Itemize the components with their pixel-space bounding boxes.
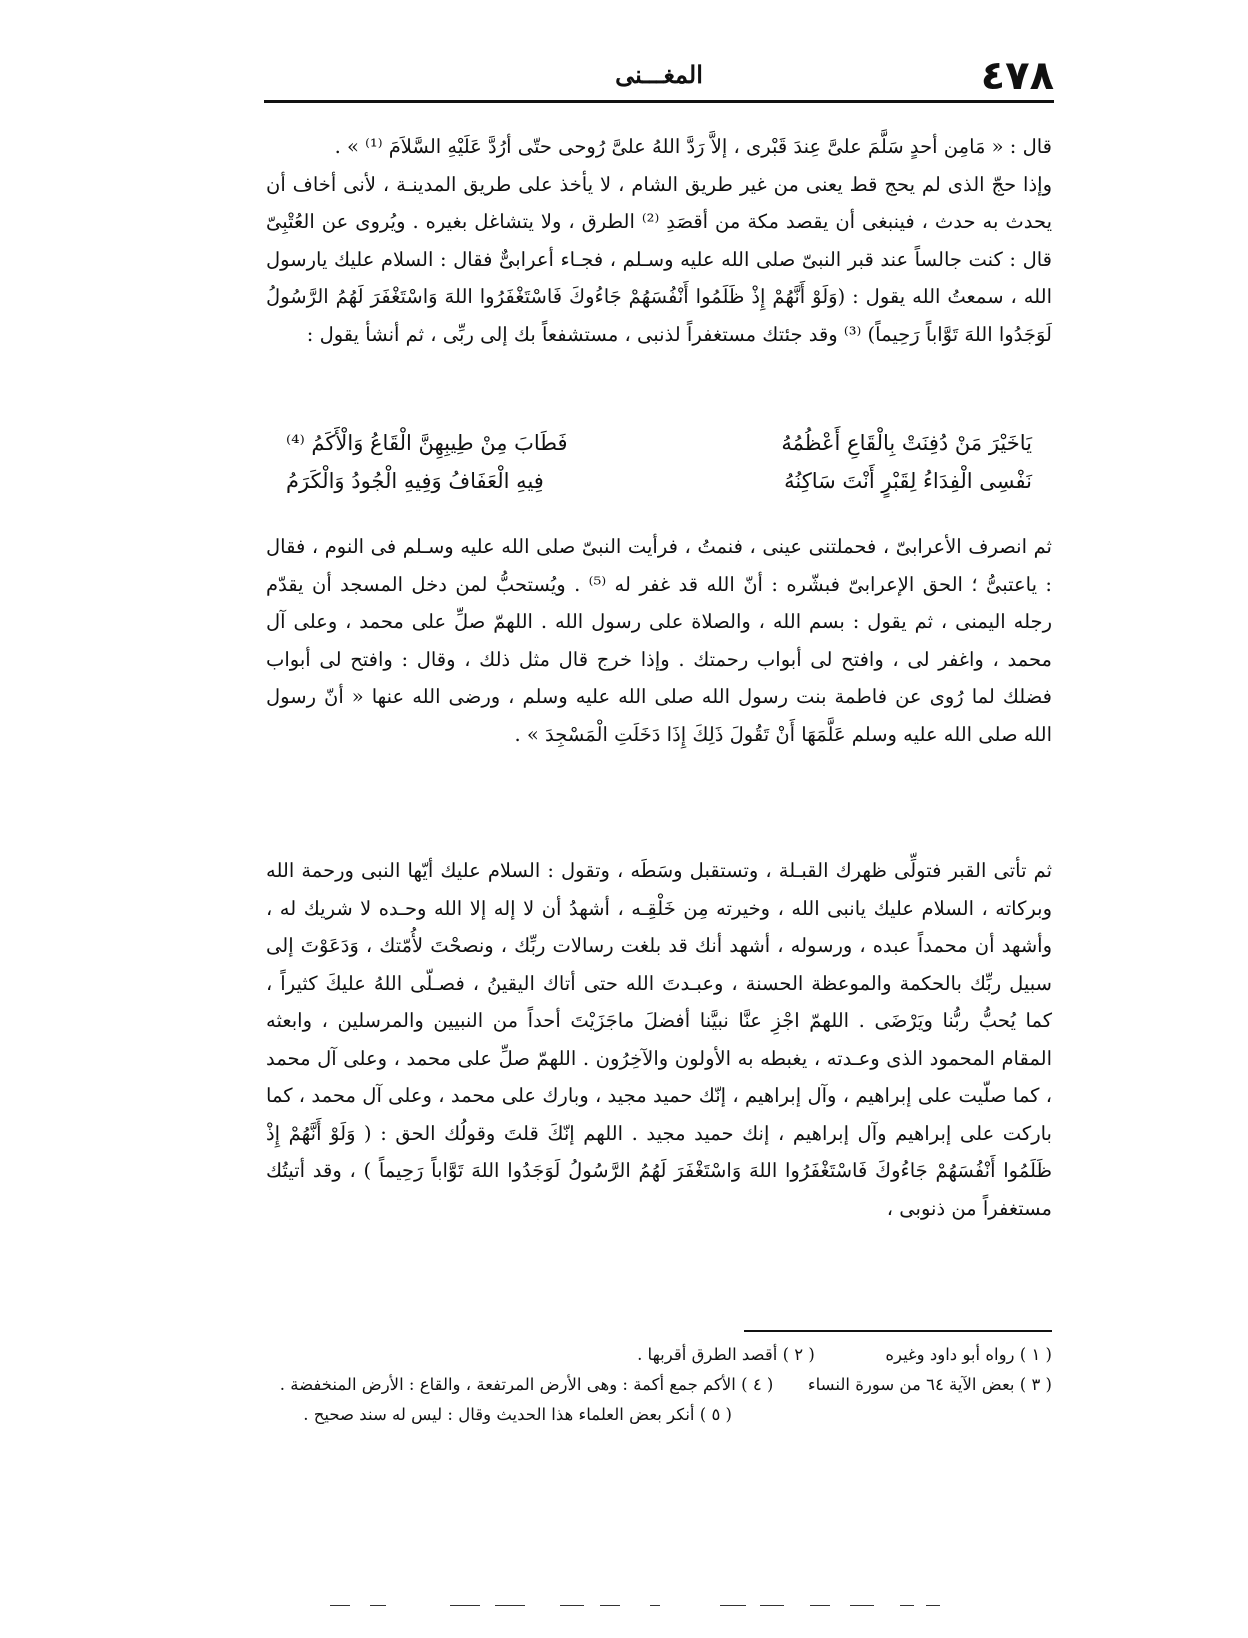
verse-first-hemistich: يَاخَيْرَ مَنْ دُفِنَتْ بِالْقَاعِ أَعْظُمُهُ (781, 431, 1032, 455)
page-header (264, 54, 1054, 98)
paragraph-utbi-story: وإذا حجّ الذى لم يحج قط يعنى من غير طريق الشام ، لا يأخذ على طريق المدينـة ، لأنى أخاف أن يحدث به حدث ، فينبغى أن يقصد مكة من أقصَدِ ⁽²⁾ الطرق ، ولا يتشاغل بغيره . ويُروى عن العُتْبِىّ قال : كنت جالساً عند قبر النبىّ صلى الله عليه وسـلم ، فجـاء أعرابىٌّ فقال : السلام عليك يارسول الله ، سمعتُ الله يقول : (وَلَوْ أَنَّهُمْ إِذْ ظَلَمُوا أَنْفُسَهُمْ جَاءُوكَ فَاسْتَغْفَرُوا اللهَ وَاسْتَغْفَرَ لَهُمُ الرَّسُولُ لَوَجَدُوا اللهَ تَوَّاباً رَحِيماً) ⁽³⁾ وقد جئتك مستغفراً لذنبى ، مستشفعاً بك إلى ربِّى ، ثم أنشأ يقول : (266, 172, 1052, 346)
footnote-1: ( ١ ) رواه أبو داود وغيره (885, 1345, 1052, 1364)
footnotes (266, 1340, 1052, 1430)
paragraph-hadith: قال : « مَامِن أحدٍ سَلَّمَ علىَّ عِندَ قَبْرى ، إلاَّ رَدَّ اللهُ علىَّ رُوحى حتّى أرُدَّ عَلَيْهِ السَّلاَمَ ⁽¹⁾ » . (334, 135, 1052, 158)
poem-verse (266, 462, 1052, 500)
header-rule (264, 100, 1054, 103)
footnote-line (266, 1370, 1052, 1400)
poem-verse (266, 424, 1052, 462)
verse-second-hemistich: فَطَابَ مِنْ طِيبِهِنَّ الْقَاعُ وَالْأَكَمُ ⁽⁴⁾ (286, 431, 568, 455)
paragraph-after-poem: ثم انصرف الأعرابىّ ، فحملتنى عينى ، فنمتُ ، فرأيت النبىّ صلى الله عليه وسـلم فى النوم ، فقال : ياعتبىُّ ؛ الحق الإعرابىّ فبشّره : أنّ الله قد غفر له ⁽⁵⁾ . ويُستحبُّ لمن دخل المسجد أن يقدّم رجله اليمنى ، ثم يقول : بسم الله ، والصلاة على رسول الله . اللهمّ صلِّ على محمد ، وعلى آل محمد ، واغفر لى ، وافتح لى أبواب رحمتك . وإذا خرج قال مثل ذلك ، وقال : وافتح لى أبواب فضلك لما رُوى عن فاطمة بنت رسول الله صلى الله عليه وسلم ، ورضى الله عنها « أنّ رسول الله صلى الله عليه وسلم عَلَّمَهَا أَنْ تَقُولَ ذَلِكَ إِذَا دَخَلَتِ الْمَسْجِدَ » . (266, 535, 1052, 746)
running-title: المغـــنى (615, 60, 703, 89)
footnote-3: ( ٣ ) بعض الآية ٦٤ من سورة النساء (807, 1375, 1052, 1394)
footnote-2: ( ٢ ) أقصد الطرق أقربها . (637, 1345, 815, 1364)
scan-artifact-dashes (330, 1605, 940, 1609)
footnote-5: ( ٥ ) أنكر بعض العلماء هذا الحديث وقال : ليس له سند صحيح . (303, 1405, 732, 1424)
footnote-rule (744, 1330, 1052, 1332)
poem (266, 424, 1052, 500)
text-block-bottom (266, 852, 1052, 1227)
paragraph-grave-visit: ثم تأتى القبر فتولِّى ظهرك القبـلة ، وتستقبل وسَطَه ، وتقول : السلام عليك أيّها النبى ورحمة الله وبركاته ، السلام عليك يانبى الله ، وخيرته مِن خَلْقِـه ، أشهدُ أن لا إله إلا الله وحـده لا شريك له ، وأشهد أن محمداً عبده ، ورسوله ، أشهد أنك قد بلغت رسالات ربِّك ، ونصحْتَ لأُمّتك ، وَدَعَوْتَ إلى سبيل ربِّك بالحكمة والموعظة الحسنة ، وعبـدتَ الله حتى أتاك اليقينُ ، فصـلّى اللهُ عليكَ كثيراً ، كما يُحبُّ ربُّنا ويَرْضَى . اللهمّ اجْزِ عنَّا نبيَّنا أفضلَ ماجَزَيْتَ أحداً من النبيين والمرسلين ، وابعثه المقام المحمود الذى وعـدته ، يغبطه به الأولون والآخِرُون . اللهمّ صلِّ على محمد ، وعلى آل محمد ، كما صلّيت على إبراهيم ، وآل إبراهيم ، إنّك حميد مجيد ، وبارك على محمد ، وعلى آل محمد ، كما باركت على إبراهيم وآل إبراهيم ، إنك حميد مجيد . اللهم إنّكَ قلتَ وقولُك الحق : ( وَلَوْ أَنَّهُمْ إِذْ ظَلَمُوا أَنْفُسَهُمْ جَاءُوكَ فَاسْتَغْفَرُوا اللهَ وَاسْتَغْفَرَ لَهُمُ الرَّسُولُ لَوَجَدُوا اللهَ تَوَّاباً رَحِيماً ) ، وقد أتيتُك مستغفراً من ذنوبى ، (266, 859, 1053, 1220)
verse-second-hemistich: فِيهِ الْعَفَافُ وَفِيهِ الْجُودُ وَالْكَرَمُ (286, 469, 544, 493)
footnote-line (266, 1400, 1052, 1430)
footnote-4: ( ٤ ) الأكم جمع أكمة : وهى الأرض المرتفعة ، والقاع : الأرض المنخفضة . (279, 1375, 774, 1394)
text-block-middle (266, 528, 1052, 753)
footnote-line (266, 1340, 1052, 1370)
verse-first-hemistich: نَفْسِى الْفِدَاءُ لِقَبْرٍ أَنْتَ سَاكِنُهُ (784, 469, 1032, 493)
text-block-top (266, 128, 1052, 353)
page-number: ٤٧٨ (980, 53, 1054, 99)
